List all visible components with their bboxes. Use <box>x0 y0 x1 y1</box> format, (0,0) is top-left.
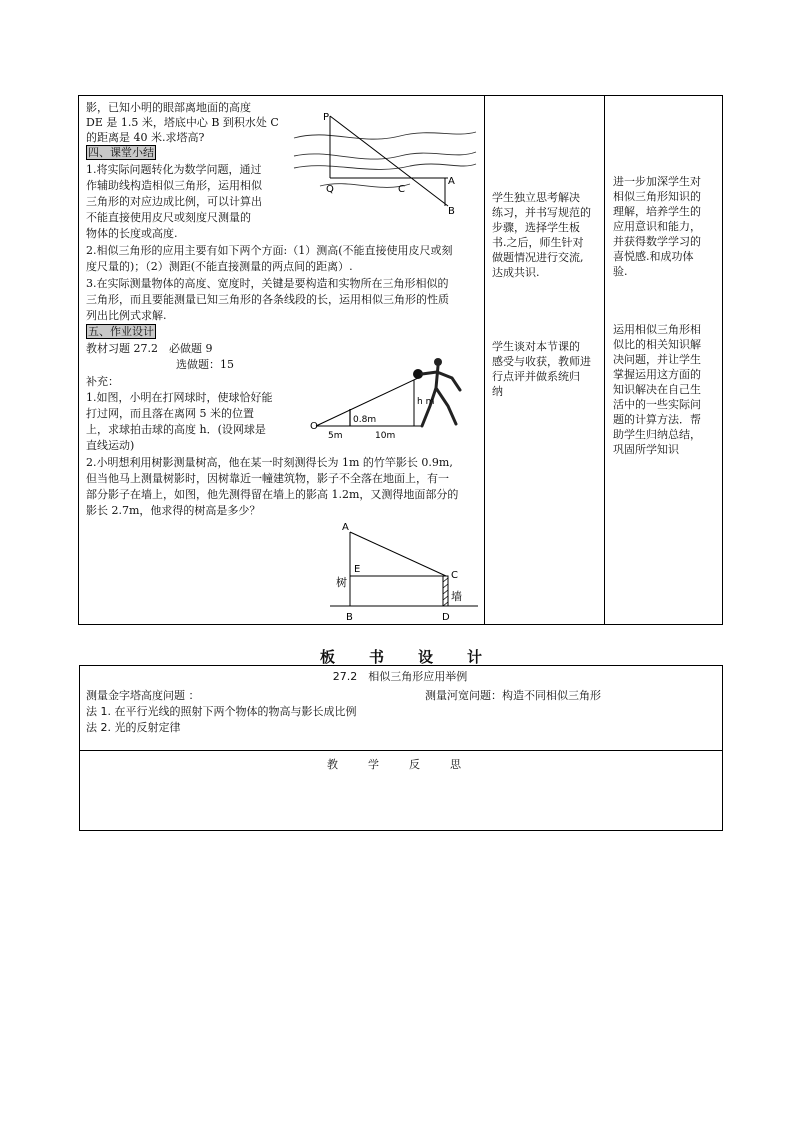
question-1: 上，求球拍击球的高度 h．(设网球是 <box>86 423 266 436</box>
point-label-B: B <box>448 206 455 217</box>
student-line: 做题情况进行交流, <box>492 251 584 264</box>
section-heading-summary: 四、课堂小结 <box>88 146 154 159</box>
point-label-A: A <box>448 176 455 187</box>
point-label-E: E <box>354 564 361 575</box>
homework-line: 教材习题 27.2 必做题 9 <box>86 342 213 355</box>
summary-point-1: 三角形的对应边成比例，可以计算出 <box>86 195 262 208</box>
column-divider-1 <box>484 95 485 625</box>
point-label-B: B <box>346 612 353 623</box>
student-activity-2 <box>492 339 600 399</box>
intent-line: 掌握运用这方面的 <box>613 368 701 381</box>
student-line: 纳 <box>492 385 503 398</box>
intent-line: 题的计算方法．帮 <box>613 413 701 426</box>
teaching-reflection-heading: 教学反思 <box>327 758 491 771</box>
supplement-label: 补充： <box>86 375 119 388</box>
intent-line: 运用相似三角形相 <box>613 323 701 336</box>
lesson-line: DE 是 1.5 米，塔底中心 B 到积水处 C <box>86 116 279 129</box>
reflection-figure <box>290 108 480 220</box>
student-line: 学生独立思考解决 <box>492 191 580 204</box>
point-label-D: D <box>442 612 450 623</box>
wall-label: 墙 <box>451 590 462 603</box>
board-design-heading: 板书设计 <box>320 648 517 666</box>
distance-label-10m: 10m <box>375 431 396 441</box>
question-1: 打过网，而且落在离网 5 米的位置 <box>86 407 254 420</box>
question-1: 直线运动) <box>86 439 135 452</box>
summary-point-1: 不能直接使用皮尺或刻度尺测量的 <box>86 211 251 224</box>
summary-point-3: 列出比例式求解. <box>86 309 167 322</box>
student-line: 练习，并书写规范的 <box>492 206 591 219</box>
column-divider-2 <box>604 95 605 625</box>
board-topic: 27.2 相似三角形应用举例 <box>332 670 468 683</box>
board-left-line: 法 1. 在平行光线的照射下两个物体的物高与影长成比例 <box>86 705 357 718</box>
summary-point-3: 三角形，而且要能测量已知三角形的各条线段的长，运用相似三角形的性质 <box>86 293 449 306</box>
point-label-O: O <box>310 421 318 432</box>
hit-height-label: h m <box>417 397 435 407</box>
board-divider <box>79 750 723 751</box>
student-line: 书.之后，师生针对 <box>492 236 584 249</box>
lesson-line: 影，已知小明的眼部离地面的高度 <box>86 101 251 114</box>
summary-point-2: 度尺量的)；（2）测距(不能直接测量的两点间的距离）. <box>86 260 353 273</box>
student-line: 学生谈对本节课的 <box>492 340 580 353</box>
board-left-line: 测量金字塔高度问题 ： <box>86 689 200 702</box>
tree-shadow-figure <box>330 520 480 624</box>
board-left-line: 法 2. 光的反射定律 <box>86 721 181 734</box>
intent-line: 知识解决在自己生 <box>613 383 701 396</box>
intent-line: 验. <box>613 265 628 278</box>
intent-line: 助学生归纳总结， <box>613 428 701 441</box>
intent-line: 喜悦感.和成功体 <box>613 250 694 263</box>
student-activity-1 <box>492 190 600 280</box>
net-height-label: 0.8m <box>353 415 377 425</box>
question-2: 2.小明想利用树影测量树高，他在某一时刻测得长为 1m 的竹竿影长 0.9m, <box>86 456 453 469</box>
student-line: 行点评并做系统归 <box>492 370 580 383</box>
student-line: 感受与收获，教师进 <box>492 355 591 368</box>
lesson-line: 的距离是 40 米.求塔高? <box>86 131 205 144</box>
point-label-Q: Q <box>326 184 334 195</box>
design-intent-2 <box>613 322 719 457</box>
intent-line: 应用意识和能力， <box>613 220 701 233</box>
intent-line: 相似三角形知识的 <box>613 190 701 203</box>
design-intent-1 <box>613 174 719 279</box>
intent-line: 活中的一些实际问 <box>613 398 701 411</box>
question-2: 部分影子在墙上，如图，他先测得留在墙上的影高 1.2m，又测得地面部分的 <box>86 488 459 501</box>
section-heading-homework: 五、作业设计 <box>88 325 154 338</box>
board-right-line: 测量河宽问题：构造不同相似三角形 <box>425 689 601 702</box>
summary-point-1: 1.将实际问题转化为数学问题，通过 <box>86 163 262 176</box>
tennis-figure <box>310 352 480 442</box>
intent-line: 理解，培养学生的 <box>613 205 701 218</box>
summary-point-2: 2.相似三角形的应用主要有如下两个方面:（1）测高(不能直接使用皮尺或刻 <box>86 244 453 257</box>
point-label-P: P <box>323 112 330 123</box>
question-2: 影长 2.7m，他求得的树高是多少？ <box>86 504 261 517</box>
question-1: 1.如图，小明在打网球时，使球恰好能 <box>86 391 273 404</box>
point-label-A: A <box>342 522 349 533</box>
summary-point-1: 作辅助线构造相似三角形，运用相似 <box>86 179 262 192</box>
point-label-C: C <box>451 570 458 581</box>
summary-point-3: 3.在实际测量物体的高度、宽度时，关键是要构造和实物所在三角形相似的 <box>86 277 449 290</box>
point-label-C: C <box>398 184 405 195</box>
intent-line: 并获得数学学习的 <box>613 235 701 248</box>
intent-line: 巩固所学知识 <box>613 443 679 456</box>
intent-line: 进一步加深学生对 <box>613 175 701 188</box>
intent-line: 决问题，并让学生 <box>613 353 701 366</box>
question-2: 但当他马上测量树影时，因树靠近一幢建筑物，影子不全落在地面上，有一 <box>86 472 449 485</box>
homework-line: 选做题：15 <box>176 358 234 371</box>
summary-point-1: 物体的长度或高度. <box>86 227 178 240</box>
intent-line: 似比的相关知识解 <box>613 338 701 351</box>
student-line: 步骤，选择学生板 <box>492 221 580 234</box>
student-line: 达成共识. <box>492 266 540 279</box>
tree-label: 树 <box>336 576 347 589</box>
distance-label-5m: 5m <box>328 431 343 441</box>
